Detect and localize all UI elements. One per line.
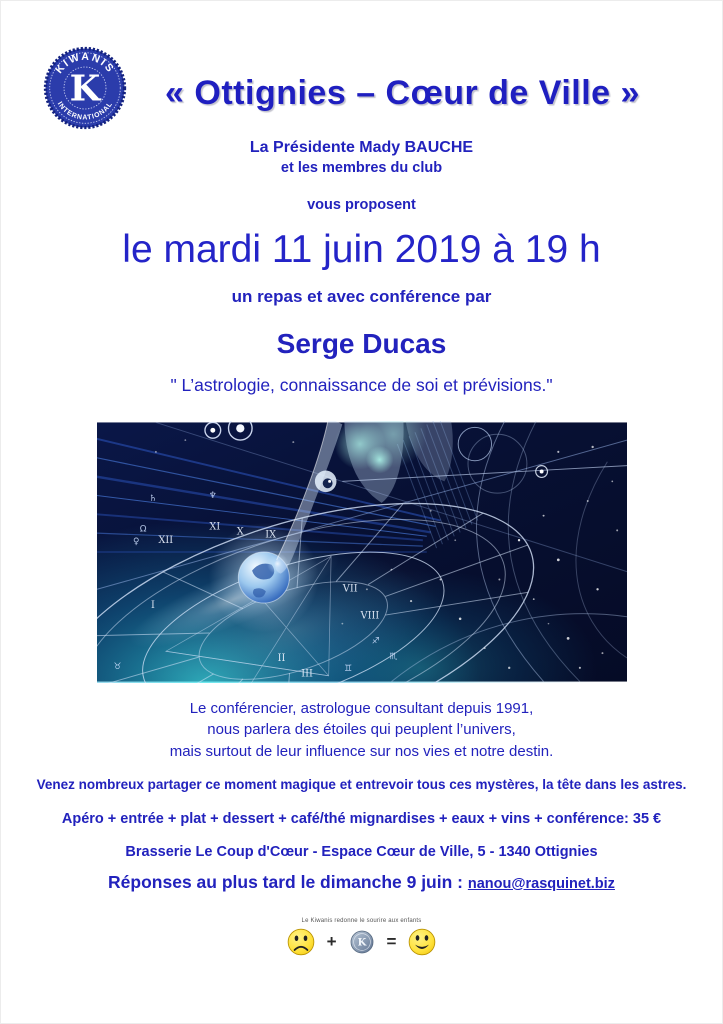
svg-text:III: III bbox=[300, 668, 313, 680]
desc-line-3: mais surtout de leur influence sur nos vies et notre destin. bbox=[169, 742, 554, 760]
equals-sign: = bbox=[386, 931, 397, 951]
plus-sign: + bbox=[326, 931, 337, 951]
rsvp-email-link[interactable]: nanou@rasquinet.biz bbox=[467, 875, 615, 892]
svg-text:♉: ♉ bbox=[113, 661, 122, 672]
rsvp-label: Réponses au plus tard le dimanche 9 juin : bbox=[108, 871, 463, 892]
logo-top-text: KIWANIS bbox=[53, 50, 117, 76]
svg-text:VIII: VIII bbox=[360, 610, 379, 622]
svg-text:♊: ♊ bbox=[343, 663, 352, 674]
svg-text:XI: XI bbox=[208, 521, 220, 533]
propose-line: vous proposent bbox=[307, 197, 416, 213]
astrology-photo bbox=[97, 421, 627, 683]
conference-title: " L’astrologie, connaissance de soi et prévisions." bbox=[170, 375, 553, 395]
speaker-name: Serge Ducas bbox=[276, 328, 447, 359]
happy-face-icon bbox=[407, 927, 437, 957]
meal-line: un repas et avec conférence par bbox=[231, 287, 492, 306]
logo-letter: K bbox=[69, 68, 101, 110]
coin-letter: K bbox=[357, 937, 366, 949]
invite-line: Venez nombreux partager ce moment magique et entrevoir tous ces mystères, la tête dans les astres. bbox=[36, 776, 687, 792]
menu-price-line: Apéro + entrée + plat + dessert + café/thé mignardises + eaux + vins + conférence: 35 € bbox=[61, 810, 662, 827]
event-date-line: le mardi 11 juin 2019 à 19 h bbox=[122, 228, 601, 271]
kiwanis-motto: Le Kiwanis redonne le sourire aux enfants bbox=[301, 917, 422, 924]
president-line: La Présidente Mady BAUCHE bbox=[249, 139, 474, 156]
emoji-equation bbox=[0, 927, 723, 957]
svg-text:♀: ♀ bbox=[132, 537, 139, 548]
svg-text:XII: XII bbox=[157, 535, 173, 547]
svg-text:♄: ♄ bbox=[148, 493, 157, 504]
rsvp-line bbox=[0, 872, 723, 893]
logo-bottom-text: INTERNATIONAL bbox=[55, 100, 115, 122]
svg-text:♐: ♐ bbox=[371, 636, 380, 647]
sad-face-icon bbox=[286, 927, 316, 957]
page-title: « Ottignies – Cœur de Ville » bbox=[165, 74, 640, 112]
svg-text:I: I bbox=[150, 599, 155, 611]
svg-text:♆: ♆ bbox=[208, 491, 217, 502]
desc-line-2: nous parlera des étoiles qui peuplent l’univers, bbox=[207, 721, 516, 739]
speaker-description bbox=[0, 698, 723, 762]
members-line: et les membres du club bbox=[280, 160, 443, 176]
kiwanis-coin-icon bbox=[348, 928, 376, 956]
svg-text:II: II bbox=[277, 652, 285, 664]
venue-line: Brasserie Le Coup d'Cœur - Espace Cœur de Ville, 5 - 1340 Ottignies bbox=[125, 843, 598, 860]
svg-text:VII: VII bbox=[342, 583, 358, 595]
desc-line-1: Le conférencier, astrologue consultant depuis 1991, bbox=[189, 700, 534, 717]
svg-text:Ω: Ω bbox=[139, 524, 147, 535]
svg-text:♏: ♏ bbox=[388, 651, 397, 662]
